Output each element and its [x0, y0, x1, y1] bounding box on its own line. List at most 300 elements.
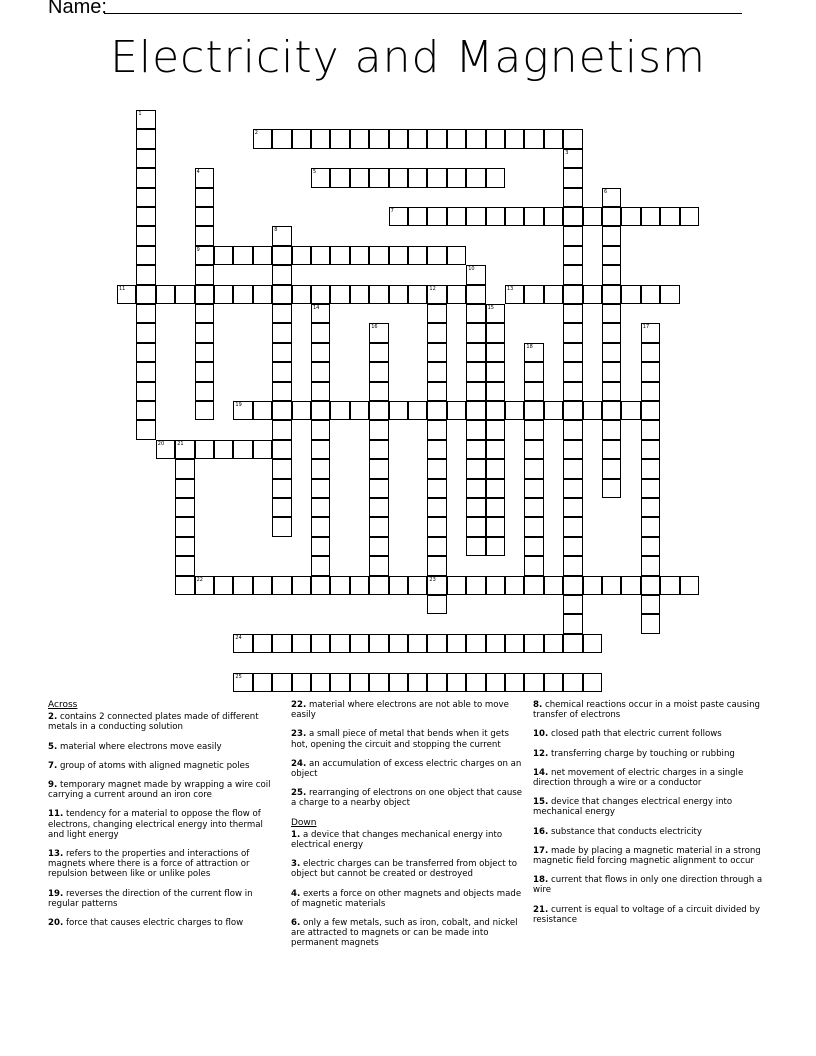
- grid-cell[interactable]: [195, 440, 214, 459]
- grid-cell[interactable]: [175, 459, 194, 478]
- grid-cell[interactable]: [524, 401, 543, 420]
- grid-cell[interactable]: [311, 168, 330, 187]
- grid-cell[interactable]: [641, 479, 660, 498]
- grid-cell[interactable]: [486, 304, 505, 323]
- grid-cell[interactable]: [350, 285, 369, 304]
- grid-cell[interactable]: [427, 285, 446, 304]
- grid-cell[interactable]: [602, 459, 621, 478]
- grid-cell[interactable]: [311, 673, 330, 692]
- grid-cell[interactable]: [389, 246, 408, 265]
- grid-cell[interactable]: [544, 285, 563, 304]
- grid-cell[interactable]: [350, 246, 369, 265]
- grid-cell[interactable]: [389, 673, 408, 692]
- grid-cell[interactable]: [427, 479, 446, 498]
- grid-cell[interactable]: [641, 614, 660, 633]
- grid-cell[interactable]: [311, 479, 330, 498]
- grid-cell[interactable]: [466, 323, 485, 342]
- grid-cell[interactable]: [136, 420, 155, 439]
- grid-cell[interactable]: [602, 440, 621, 459]
- grid-cell[interactable]: [641, 537, 660, 556]
- grid-cell[interactable]: [563, 479, 582, 498]
- grid-cell[interactable]: [524, 556, 543, 575]
- grid-cell[interactable]: [369, 168, 388, 187]
- grid-cell[interactable]: [466, 304, 485, 323]
- grid-cell[interactable]: [583, 401, 602, 420]
- grid-cell[interactable]: [641, 382, 660, 401]
- grid-cell[interactable]: [369, 556, 388, 575]
- grid-cell[interactable]: [486, 498, 505, 517]
- grid-cell[interactable]: [311, 343, 330, 362]
- grid-cell[interactable]: [175, 537, 194, 556]
- grid-cell[interactable]: [447, 246, 466, 265]
- grid-cell[interactable]: [136, 362, 155, 381]
- grid-cell[interactable]: [136, 323, 155, 342]
- grid-cell[interactable]: [427, 382, 446, 401]
- grid-cell[interactable]: [408, 129, 427, 148]
- grid-cell[interactable]: [524, 459, 543, 478]
- grid-cell[interactable]: [272, 382, 291, 401]
- grid-cell[interactable]: [563, 537, 582, 556]
- grid-cell[interactable]: [195, 576, 214, 595]
- grid-cell[interactable]: [350, 401, 369, 420]
- grid-cell[interactable]: [195, 226, 214, 245]
- grid-cell[interactable]: [311, 246, 330, 265]
- grid-cell[interactable]: [136, 129, 155, 148]
- grid-cell[interactable]: [602, 188, 621, 207]
- grid-cell[interactable]: [544, 207, 563, 226]
- grid-cell[interactable]: [427, 459, 446, 478]
- grid-cell[interactable]: [544, 576, 563, 595]
- grid-cell[interactable]: [466, 265, 485, 284]
- grid-cell[interactable]: [427, 673, 446, 692]
- grid-cell[interactable]: [272, 634, 291, 653]
- grid-cell[interactable]: [272, 498, 291, 517]
- grid-cell[interactable]: [602, 382, 621, 401]
- grid-cell[interactable]: [447, 207, 466, 226]
- grid-cell[interactable]: [602, 576, 621, 595]
- grid-cell[interactable]: [272, 226, 291, 245]
- grid-cell[interactable]: [311, 517, 330, 536]
- grid-cell[interactable]: [602, 207, 621, 226]
- grid-cell[interactable]: [330, 634, 349, 653]
- grid-cell[interactable]: [641, 595, 660, 614]
- grid-cell[interactable]: [408, 401, 427, 420]
- grid-cell[interactable]: [602, 304, 621, 323]
- grid-cell[interactable]: [350, 168, 369, 187]
- grid-cell[interactable]: [136, 401, 155, 420]
- grid-cell[interactable]: [350, 576, 369, 595]
- grid-cell[interactable]: [641, 420, 660, 439]
- grid-cell[interactable]: [583, 673, 602, 692]
- grid-cell[interactable]: [486, 343, 505, 362]
- grid-cell[interactable]: [524, 479, 543, 498]
- grid-cell[interactable]: [389, 168, 408, 187]
- grid-cell[interactable]: [311, 556, 330, 575]
- grid-cell[interactable]: [563, 226, 582, 245]
- grid-cell[interactable]: [563, 382, 582, 401]
- grid-cell[interactable]: [389, 207, 408, 226]
- grid-cell[interactable]: [602, 401, 621, 420]
- grid-cell[interactable]: [292, 673, 311, 692]
- grid-cell[interactable]: [233, 576, 252, 595]
- grid-cell[interactable]: [466, 537, 485, 556]
- grid-cell[interactable]: [272, 440, 291, 459]
- grid-cell[interactable]: [466, 420, 485, 439]
- grid-cell[interactable]: [214, 440, 233, 459]
- grid-cell[interactable]: [505, 401, 524, 420]
- grid-cell[interactable]: [563, 207, 582, 226]
- grid-cell[interactable]: [563, 614, 582, 633]
- grid-cell[interactable]: [641, 440, 660, 459]
- grid-cell[interactable]: [253, 440, 272, 459]
- grid-cell[interactable]: [292, 576, 311, 595]
- grid-cell[interactable]: [369, 498, 388, 517]
- grid-cell[interactable]: [660, 207, 679, 226]
- grid-cell[interactable]: [389, 634, 408, 653]
- grid-cell[interactable]: [253, 129, 272, 148]
- grid-cell[interactable]: [486, 323, 505, 342]
- grid-cell[interactable]: [641, 323, 660, 342]
- grid-cell[interactable]: [447, 634, 466, 653]
- grid-cell[interactable]: [641, 401, 660, 420]
- grid-cell[interactable]: [486, 479, 505, 498]
- grid-cell[interactable]: [136, 168, 155, 187]
- grid-cell[interactable]: [641, 576, 660, 595]
- grid-cell[interactable]: [408, 576, 427, 595]
- grid-cell[interactable]: [369, 343, 388, 362]
- grid-cell[interactable]: [524, 343, 543, 362]
- grid-cell[interactable]: [563, 343, 582, 362]
- grid-cell[interactable]: [427, 207, 446, 226]
- grid-cell[interactable]: [311, 401, 330, 420]
- grid-cell[interactable]: [563, 168, 582, 187]
- grid-cell[interactable]: [427, 129, 446, 148]
- grid-cell[interactable]: [136, 304, 155, 323]
- grid-cell[interactable]: [427, 595, 446, 614]
- grid-cell[interactable]: [660, 285, 679, 304]
- grid-cell[interactable]: [466, 498, 485, 517]
- grid-cell[interactable]: [233, 401, 252, 420]
- grid-cell[interactable]: [505, 285, 524, 304]
- grid-cell[interactable]: [563, 188, 582, 207]
- grid-cell[interactable]: [175, 440, 194, 459]
- grid-cell[interactable]: [486, 362, 505, 381]
- grid-cell[interactable]: [563, 304, 582, 323]
- grid-cell[interactable]: [311, 362, 330, 381]
- grid-cell[interactable]: [563, 401, 582, 420]
- grid-cell[interactable]: [311, 285, 330, 304]
- grid-cell[interactable]: [272, 246, 291, 265]
- grid-cell[interactable]: [486, 459, 505, 478]
- grid-cell[interactable]: [253, 285, 272, 304]
- grid-cell[interactable]: [641, 362, 660, 381]
- grid-cell[interactable]: [253, 576, 272, 595]
- grid-cell[interactable]: [427, 401, 446, 420]
- grid-cell[interactable]: [233, 285, 252, 304]
- grid-cell[interactable]: [195, 188, 214, 207]
- grid-cell[interactable]: [233, 634, 252, 653]
- grid-cell[interactable]: [369, 517, 388, 536]
- grid-cell[interactable]: [369, 420, 388, 439]
- grid-cell[interactable]: [175, 556, 194, 575]
- grid-cell[interactable]: [621, 207, 640, 226]
- grid-cell[interactable]: [389, 285, 408, 304]
- grid-cell[interactable]: [486, 673, 505, 692]
- grid-cell[interactable]: [563, 556, 582, 575]
- grid-cell[interactable]: [524, 440, 543, 459]
- grid-cell[interactable]: [408, 634, 427, 653]
- grid-cell[interactable]: [583, 285, 602, 304]
- grid-cell[interactable]: [524, 129, 543, 148]
- grid-cell[interactable]: [311, 537, 330, 556]
- grid-cell[interactable]: [447, 168, 466, 187]
- grid-cell[interactable]: [136, 343, 155, 362]
- grid-cell[interactable]: [350, 634, 369, 653]
- grid-cell[interactable]: [369, 382, 388, 401]
- grid-cell[interactable]: [330, 673, 349, 692]
- grid-cell[interactable]: [544, 401, 563, 420]
- grid-cell[interactable]: [136, 382, 155, 401]
- grid-cell[interactable]: [369, 673, 388, 692]
- grid-cell[interactable]: [195, 207, 214, 226]
- grid-cell[interactable]: [447, 576, 466, 595]
- grid-cell[interactable]: [641, 343, 660, 362]
- grid-cell[interactable]: [621, 576, 640, 595]
- grid-cell[interactable]: [253, 246, 272, 265]
- grid-cell[interactable]: [427, 537, 446, 556]
- grid-cell[interactable]: [427, 304, 446, 323]
- grid-cell[interactable]: [602, 226, 621, 245]
- grid-cell[interactable]: [563, 517, 582, 536]
- grid-cell[interactable]: [311, 420, 330, 439]
- grid-cell[interactable]: [466, 576, 485, 595]
- grid-cell[interactable]: [680, 576, 699, 595]
- grid-cell[interactable]: [195, 382, 214, 401]
- grid-cell[interactable]: [311, 129, 330, 148]
- grid-cell[interactable]: [369, 401, 388, 420]
- grid-cell[interactable]: [369, 323, 388, 342]
- grid-cell[interactable]: [330, 129, 349, 148]
- grid-cell[interactable]: [117, 285, 136, 304]
- grid-cell[interactable]: [621, 285, 640, 304]
- grid-cell[interactable]: [466, 168, 485, 187]
- grid-cell[interactable]: [272, 129, 291, 148]
- grid-cell[interactable]: [427, 576, 446, 595]
- grid-cell[interactable]: [195, 168, 214, 187]
- grid-cell[interactable]: [427, 246, 446, 265]
- grid-cell[interactable]: [253, 673, 272, 692]
- grid-cell[interactable]: [272, 265, 291, 284]
- grid-cell[interactable]: [524, 382, 543, 401]
- grid-cell[interactable]: [602, 479, 621, 498]
- grid-cell[interactable]: [524, 537, 543, 556]
- grid-cell[interactable]: [350, 673, 369, 692]
- grid-cell[interactable]: [524, 673, 543, 692]
- grid-cell[interactable]: [369, 362, 388, 381]
- grid-cell[interactable]: [330, 576, 349, 595]
- grid-cell[interactable]: [466, 440, 485, 459]
- grid-cell[interactable]: [524, 634, 543, 653]
- grid-cell[interactable]: [195, 285, 214, 304]
- grid-cell[interactable]: [175, 498, 194, 517]
- grid-cell[interactable]: [408, 246, 427, 265]
- grid-cell[interactable]: [486, 634, 505, 653]
- grid-cell[interactable]: [505, 576, 524, 595]
- grid-cell[interactable]: [505, 673, 524, 692]
- grid-cell[interactable]: [233, 440, 252, 459]
- grid-cell[interactable]: [486, 576, 505, 595]
- grid-cell[interactable]: [292, 401, 311, 420]
- grid-cell[interactable]: [389, 401, 408, 420]
- grid-cell[interactable]: [272, 420, 291, 439]
- grid-cell[interactable]: [389, 129, 408, 148]
- grid-cell[interactable]: [330, 246, 349, 265]
- grid-cell[interactable]: [427, 498, 446, 517]
- grid-cell[interactable]: [602, 323, 621, 342]
- grid-cell[interactable]: [214, 285, 233, 304]
- grid-cell[interactable]: [505, 129, 524, 148]
- grid-cell[interactable]: [136, 110, 155, 129]
- grid-cell[interactable]: [486, 440, 505, 459]
- grid-cell[interactable]: [583, 207, 602, 226]
- grid-cell[interactable]: [156, 285, 175, 304]
- grid-cell[interactable]: [466, 479, 485, 498]
- grid-cell[interactable]: [466, 129, 485, 148]
- grid-cell[interactable]: [524, 362, 543, 381]
- grid-cell[interactable]: [214, 246, 233, 265]
- grid-cell[interactable]: [466, 382, 485, 401]
- grid-cell[interactable]: [272, 343, 291, 362]
- grid-cell[interactable]: [136, 285, 155, 304]
- grid-cell[interactable]: [427, 634, 446, 653]
- grid-cell[interactable]: [466, 401, 485, 420]
- grid-cell[interactable]: [563, 129, 582, 148]
- grid-cell[interactable]: [466, 285, 485, 304]
- grid-cell[interactable]: [195, 304, 214, 323]
- grid-cell[interactable]: [175, 517, 194, 536]
- grid-cell[interactable]: [233, 673, 252, 692]
- grid-cell[interactable]: [544, 129, 563, 148]
- grid-cell[interactable]: [447, 285, 466, 304]
- grid-cell[interactable]: [311, 498, 330, 517]
- grid-cell[interactable]: [505, 207, 524, 226]
- grid-cell[interactable]: [524, 420, 543, 439]
- grid-cell[interactable]: [369, 537, 388, 556]
- grid-cell[interactable]: [272, 401, 291, 420]
- grid-cell[interactable]: [195, 323, 214, 342]
- grid-cell[interactable]: [466, 634, 485, 653]
- grid-cell[interactable]: [641, 498, 660, 517]
- grid-cell[interactable]: [292, 634, 311, 653]
- grid-cell[interactable]: [369, 440, 388, 459]
- grid-cell[interactable]: [466, 343, 485, 362]
- grid-cell[interactable]: [175, 285, 194, 304]
- grid-cell[interactable]: [272, 576, 291, 595]
- grid-cell[interactable]: [466, 207, 485, 226]
- grid-cell[interactable]: [369, 285, 388, 304]
- grid-cell[interactable]: [408, 673, 427, 692]
- grid-cell[interactable]: [311, 459, 330, 478]
- grid-cell[interactable]: [272, 479, 291, 498]
- grid-cell[interactable]: [447, 673, 466, 692]
- grid-cell[interactable]: [563, 576, 582, 595]
- grid-cell[interactable]: [136, 207, 155, 226]
- grid-cell[interactable]: [466, 673, 485, 692]
- grid-cell[interactable]: [311, 576, 330, 595]
- grid-cell[interactable]: [175, 576, 194, 595]
- grid-cell[interactable]: [195, 343, 214, 362]
- grid-cell[interactable]: [486, 517, 505, 536]
- grid-cell[interactable]: [292, 129, 311, 148]
- grid-cell[interactable]: [486, 420, 505, 439]
- grid-cell[interactable]: [272, 673, 291, 692]
- grid-cell[interactable]: [641, 517, 660, 536]
- grid-cell[interactable]: [563, 420, 582, 439]
- grid-cell[interactable]: [311, 382, 330, 401]
- grid-cell[interactable]: [311, 323, 330, 342]
- grid-cell[interactable]: [311, 440, 330, 459]
- grid-cell[interactable]: [524, 285, 543, 304]
- grid-cell[interactable]: [272, 517, 291, 536]
- grid-cell[interactable]: [136, 188, 155, 207]
- grid-cell[interactable]: [544, 673, 563, 692]
- grid-cell[interactable]: [427, 362, 446, 381]
- grid-cell[interactable]: [563, 149, 582, 168]
- grid-cell[interactable]: [524, 207, 543, 226]
- grid-cell[interactable]: [680, 207, 699, 226]
- grid-cell[interactable]: [563, 673, 582, 692]
- grid-cell[interactable]: [641, 556, 660, 575]
- grid-cell[interactable]: [369, 246, 388, 265]
- grid-cell[interactable]: [427, 343, 446, 362]
- grid-cell[interactable]: [447, 401, 466, 420]
- grid-cell[interactable]: [563, 246, 582, 265]
- grid-cell[interactable]: [350, 129, 369, 148]
- grid-cell[interactable]: [330, 285, 349, 304]
- grid-cell[interactable]: [369, 576, 388, 595]
- grid-cell[interactable]: [563, 285, 582, 304]
- grid-cell[interactable]: [486, 168, 505, 187]
- grid-cell[interactable]: [524, 498, 543, 517]
- grid-cell[interactable]: [641, 285, 660, 304]
- grid-cell[interactable]: [563, 265, 582, 284]
- grid-cell[interactable]: [427, 440, 446, 459]
- grid-cell[interactable]: [272, 285, 291, 304]
- grid-cell[interactable]: [311, 634, 330, 653]
- grid-cell[interactable]: [602, 285, 621, 304]
- grid-cell[interactable]: [272, 323, 291, 342]
- grid-cell[interactable]: [195, 401, 214, 420]
- grid-cell[interactable]: [253, 634, 272, 653]
- grid-cell[interactable]: [486, 207, 505, 226]
- grid-cell[interactable]: [195, 265, 214, 284]
- grid-cell[interactable]: [583, 634, 602, 653]
- grid-cell[interactable]: [563, 634, 582, 653]
- grid-cell[interactable]: [272, 304, 291, 323]
- grid-cell[interactable]: [136, 265, 155, 284]
- grid-cell[interactable]: [136, 226, 155, 245]
- grid-cell[interactable]: [641, 207, 660, 226]
- grid-cell[interactable]: [136, 246, 155, 265]
- grid-cell[interactable]: [602, 362, 621, 381]
- grid-cell[interactable]: [253, 401, 272, 420]
- grid-cell[interactable]: [602, 246, 621, 265]
- grid-cell[interactable]: [563, 323, 582, 342]
- grid-cell[interactable]: [660, 576, 679, 595]
- grid-cell[interactable]: [563, 362, 582, 381]
- grid-cell[interactable]: [389, 576, 408, 595]
- grid-cell[interactable]: [466, 362, 485, 381]
